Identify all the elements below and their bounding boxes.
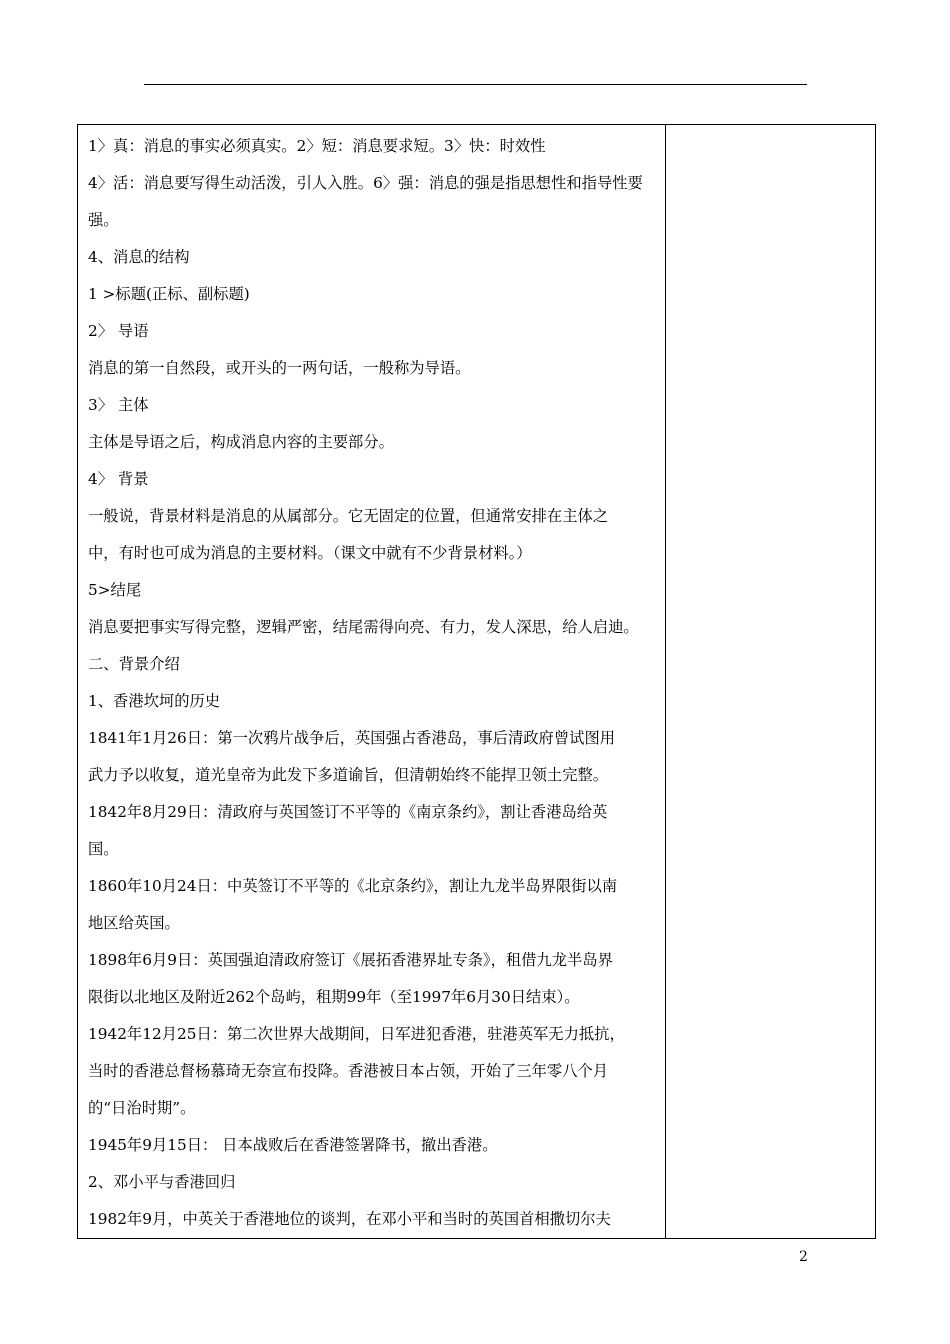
section-heading: 二、背景介绍 — [88, 655, 180, 673]
page-number: 2 — [799, 1249, 808, 1265]
section-heading: 1、香港坎坷的历史 — [88, 692, 221, 710]
text-line: 1982年9月，中英关于香港地位的谈判，在邓小平和当时的英国首相撒切尔夫 — [88, 1210, 611, 1228]
text-line: 5>结尾 — [88, 581, 142, 599]
text-line: 一般说，背景材料是消息的从属部分。它无固定的位置，但通常安排在主体之 — [88, 507, 609, 525]
text-line: 1942年12月25日：第二次世界大战期间，日军进犯香港，驻港英军无力抵抗， — [88, 1025, 625, 1043]
text-line: 1842年8月29日：清政府与英国签订不平等的《南京条约》，割让香港岛给英 — [88, 803, 608, 821]
section-heading: 4、消息的结构 — [88, 248, 190, 266]
text-line: 1898年6月9日：英国强迫清政府签订《展拓香港界址专条》，租借九龙半岛界 — [88, 951, 613, 969]
text-line: 4〉 背景 — [88, 470, 149, 488]
text-line: 的“日治时期”。 — [88, 1099, 196, 1117]
text-line: 消息要把事实写得完整，逻辑严密，结尾需得向亮、有力，发人深思，给人启迪。 — [88, 618, 639, 636]
text-line: 1841年1月26日：第一次鸦片战争后，英国强占香港岛，事后清政府曾试图用 — [88, 729, 616, 747]
text-line: 地区给英国。 — [88, 914, 180, 932]
text-line: 2〉 导语 — [88, 322, 149, 340]
section-heading: 2、邓小平与香港回归 — [88, 1173, 236, 1191]
text-line: 主体是导语之后，构成消息内容的主要部分。 — [88, 433, 394, 451]
text-line: 消息的第一自然段，或开头的一两句话，一般称为导语。 — [88, 359, 471, 377]
text-line: 当时的香港总督杨慕琦无奈宣布投降。香港被日本占领，开始了三年零八个月 — [88, 1062, 609, 1080]
text-line: 武力予以收复，道光皇帝为此发下多道谕旨，但清朝始终不能捍卫领土完整。 — [88, 766, 609, 784]
text-line: 1860年10月24日：中英签订不平等的《北京条约》，割让九龙半岛界限街以南 — [88, 877, 618, 895]
text-line: 中，有时也可成为消息的主要材料。（课文中就有不少背景材料。） — [88, 544, 532, 562]
main-content-cell — [78, 125, 666, 1239]
text-line: 1945年9月15日： 日本战败后在香港签署降书，撤出香港。 — [88, 1136, 498, 1154]
text-line: 1 >标题(正标、副标题) — [88, 285, 250, 303]
main-content — [78, 125, 665, 1238]
lesson-table — [77, 124, 876, 1239]
text-line: 4〉活：消息要写得生动活泼，引人入胜。6〉强：消息的强是指思想性和指导性要 — [88, 174, 643, 192]
text-line: 1〉真：消息的事实必须真实。2〉短：消息要求短。3〉快：时效性 — [88, 137, 546, 155]
header-rule — [144, 84, 807, 85]
text-line: 限街以北地区及附近262个岛屿，租期99年（至1997年6月30日结束）。 — [88, 988, 580, 1006]
notes-cell — [666, 125, 876, 1239]
text-line: 3〉 主体 — [88, 396, 149, 414]
text-line: 强。 — [88, 211, 119, 229]
text-line: 国。 — [88, 840, 119, 858]
